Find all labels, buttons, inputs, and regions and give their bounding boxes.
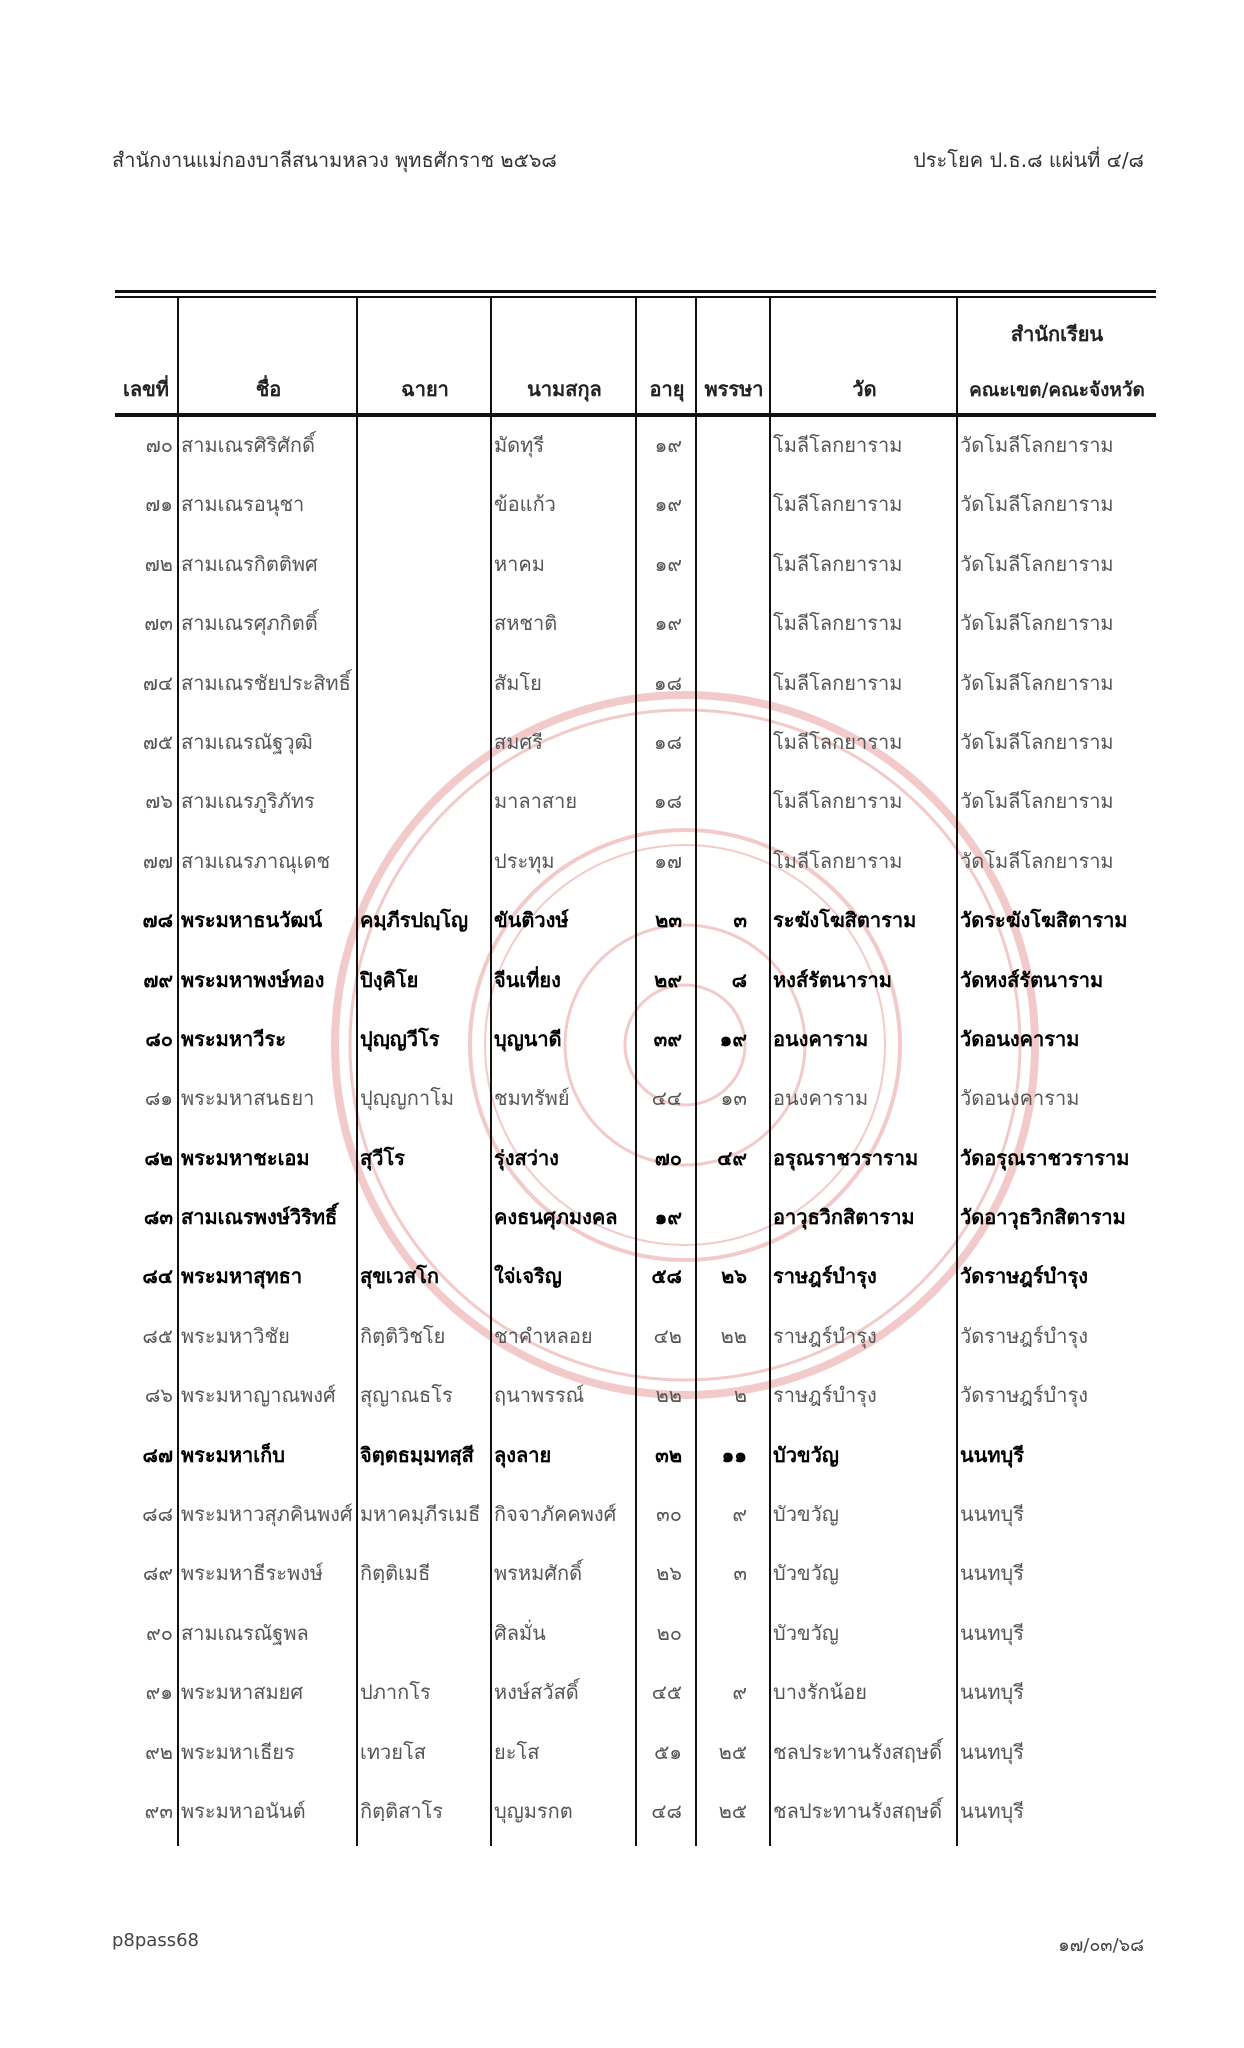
col-header-school-top: สำนักเรียน: [1010, 322, 1104, 346]
cell-number: ๗๔: [142, 670, 173, 695]
cell-pansa: ๑๑: [721, 1442, 747, 1467]
cell-chaya: ปุญฺญกาโม: [360, 1086, 455, 1111]
col-header-school: คณะเขต/คณะจังหวัด: [969, 379, 1145, 401]
cell-surname: ฤนาพรรณ์: [494, 1383, 585, 1408]
cell-surname: ข้อแก้ว: [494, 492, 556, 517]
cell-school: วัดโมลีโลกยาราม: [960, 789, 1114, 814]
cell-age: ๔๕: [651, 1680, 682, 1705]
cell-wat: หงส์รัตนาราม: [773, 967, 892, 992]
cell-age: ๑๙: [654, 611, 682, 636]
cell-surname: บุญนาดี: [494, 1026, 562, 1051]
cell-school: วัดโมลีโลกยาราม: [960, 433, 1114, 457]
cell-number: ๗๖: [145, 789, 173, 814]
results-table: [115, 290, 1156, 1842]
cell-name: พระมหาสนธยา: [181, 1086, 315, 1111]
cell-name: พระมหาสุทธา: [181, 1264, 303, 1289]
cell-chaya: กิตฺติเมธี: [360, 1561, 431, 1586]
cell-chaya: คมฺภีรปญฺโญ: [360, 908, 469, 933]
cell-age: ๑๙: [654, 433, 682, 457]
cell-school: นนทบุรี: [960, 1798, 1024, 1823]
cell-chaya: สุขเวสโก: [360, 1264, 440, 1289]
cell-school: วัดอนงคาราม: [960, 1026, 1080, 1051]
cell-chaya: ปิงฺคิโย: [360, 967, 419, 992]
cell-name: สามเณรอนุชา: [181, 492, 305, 517]
cell-name: พระมหาวิชัย: [181, 1323, 290, 1348]
cell-school: นนทบุรี: [960, 1561, 1024, 1586]
col-header-chaya: ฉายา: [401, 377, 449, 401]
cell-age: ๒๓: [655, 908, 682, 933]
cell-school: วัดอาวุธวิกสิตาราม: [960, 1205, 1126, 1230]
cell-age: ๑๘: [653, 789, 682, 814]
cell-pansa: ๒๕: [718, 1798, 747, 1823]
cell-number: ๘๕: [142, 1323, 173, 1348]
cell-age: ๔๔: [651, 1086, 682, 1111]
cell-name: พระมหาพงษ์ทอง: [181, 967, 325, 992]
cell-surname: คงธนศุภมงคล: [494, 1205, 618, 1230]
cell-name: พระมหาเก็บ: [181, 1442, 285, 1467]
cell-surname: มัดทุรี: [494, 433, 545, 457]
cell-number: ๗๘: [142, 908, 173, 933]
cell-surname: สมศรี: [494, 729, 543, 754]
cell-surname: สัมโย: [494, 670, 542, 695]
cell-age: ๕๘: [651, 1264, 682, 1289]
col-header-pansa: พรรษา: [704, 377, 764, 401]
cell-school: วัดหงส์รัตนาราม: [960, 967, 1104, 992]
cell-surname: กิจจาภัคคพงศ์: [494, 1502, 617, 1527]
cell-number: ๗๙: [143, 967, 173, 992]
cell-name: สามเณรณัฐวุฒิ: [181, 729, 313, 754]
column-divider: [356, 298, 358, 1846]
cell-age: ๒๙: [654, 967, 682, 992]
cell-school: นนทบุรี: [960, 1502, 1024, 1527]
cell-surname: ใจ่เจริญ: [494, 1264, 562, 1289]
cell-number: ๘๑: [144, 1086, 173, 1111]
cell-school: วัดโมลีโลกยาราม: [960, 611, 1114, 636]
cell-chaya: ปภากโร: [360, 1680, 431, 1705]
cell-wat: ชลประทานรังสฤษดิ์: [773, 1739, 943, 1764]
cell-age: ๑๘: [653, 729, 682, 754]
cell-school: นนทบุรี: [960, 1680, 1024, 1705]
cell-wat: บัวขวัญ: [773, 1442, 839, 1467]
header-office-year: สำนักงานแม่กองบาลีสนามหลวง พุทธศักราช ๒๕๖๘: [112, 148, 557, 172]
cell-surname: จีนเที่ยง: [494, 967, 561, 992]
cell-number: ๗๑: [145, 492, 173, 517]
cell-surname: รุ่งสว่าง: [494, 1145, 559, 1170]
cell-name: สามเณรณัฐพล: [181, 1620, 309, 1645]
cell-age: ๓๙: [653, 1026, 682, 1051]
cell-school: วัดราษฎร์บำรุง: [960, 1323, 1088, 1348]
cell-number: ๗๒: [144, 551, 173, 576]
cell-school: วัดอนงคาราม: [960, 1086, 1080, 1111]
cell-number: ๙๑: [145, 1680, 173, 1705]
cell-wat: โมลีโลกยาราม: [773, 729, 903, 754]
cell-pansa: ๙: [732, 1502, 747, 1527]
cell-name: พระมหาธีระพงษ์: [181, 1561, 324, 1586]
cell-pansa: ๘: [731, 967, 747, 992]
cell-number: ๘๔: [142, 1264, 173, 1289]
cell-pansa: ๓: [733, 908, 747, 933]
cell-age: ๔๘: [651, 1798, 682, 1823]
cell-wat: ระฆังโฆสิตาราม: [773, 908, 917, 933]
cell-wat: โมลีโลกยาราม: [773, 551, 903, 576]
cell-surname: ยะโส: [494, 1739, 540, 1764]
cell-number: ๙๐: [146, 1620, 173, 1645]
cell-number: ๘๖: [144, 1383, 173, 1408]
cell-wat: อนงคาราม: [773, 1026, 869, 1051]
column-divider: [769, 298, 771, 1846]
cell-number: ๘๐: [145, 1026, 173, 1051]
cell-name: พระมหาสมยศ: [181, 1680, 304, 1705]
cell-age: ๑๙: [654, 1205, 682, 1230]
cell-chaya: สุญาณธโร: [360, 1383, 453, 1408]
cell-pansa: ๒๖: [721, 1264, 747, 1289]
footer-code: p8pass68: [112, 1930, 199, 1951]
cell-wat: บัวขวัญ: [773, 1620, 839, 1645]
cell-number: ๗๓: [144, 611, 173, 636]
cell-wat: ราษฎร์บำรุง: [773, 1383, 877, 1408]
cell-wat: โมลีโลกยาราม: [773, 433, 903, 457]
cell-number: ๘๘: [142, 1502, 173, 1527]
cell-pansa: ๒๕: [718, 1739, 747, 1764]
cell-number: ๙๒: [145, 1739, 173, 1764]
cell-surname: ชมทรัพย์: [494, 1086, 570, 1111]
cell-chaya: สุวีโร: [360, 1145, 405, 1170]
cell-pansa: ๒๒: [720, 1323, 747, 1348]
cell-school: นนทบุรี: [960, 1620, 1024, 1645]
cell-number: ๘๗: [142, 1442, 173, 1467]
cell-name: สามเณรกิตติพศ: [181, 551, 318, 576]
cell-pansa: ๑๙: [719, 1026, 747, 1051]
cell-name: พระมหาวีระ: [181, 1026, 286, 1051]
cell-school: วัดราษฎร์บำรุง: [960, 1264, 1088, 1289]
cell-chaya: มหาคมฺภีรเมธี: [360, 1502, 481, 1527]
cell-number: ๘๙: [142, 1561, 173, 1586]
cell-name: พระมหาอนันต์: [181, 1798, 306, 1823]
column-divider: [635, 298, 637, 1846]
cell-surname: ชาคำหลอย: [494, 1323, 593, 1348]
cell-wat: บัวขวัญ: [773, 1561, 839, 1586]
cell-surname: หงษ์สวัสดิ์: [494, 1680, 579, 1705]
cell-chaya: ปุญฺญวีโร: [360, 1026, 440, 1051]
cell-surname: ประทุม: [494, 848, 555, 873]
cell-surname: ลุงลาย: [494, 1442, 552, 1467]
column-divider: [695, 298, 697, 1846]
cell-school: นนทบุรี: [960, 1739, 1024, 1764]
cell-number: ๗๕: [142, 729, 173, 754]
cell-age: ๒๐: [656, 1620, 682, 1645]
cell-surname: พรหมศักดิ์: [494, 1561, 583, 1586]
cell-wat: อรุณราชวราราม: [773, 1145, 919, 1170]
cell-name: พระมหาธนวัฒน์: [181, 908, 323, 933]
column-divider: [177, 298, 179, 1846]
cell-wat: ชลประทานรังสฤษดิ์: [773, 1798, 943, 1823]
cell-chaya: กิตฺติวิชโย: [360, 1323, 446, 1348]
cell-name: สามเณรศิริศักดิ์: [181, 433, 315, 457]
cell-age: ๔๒: [653, 1323, 682, 1348]
cell-age: ๒๖: [656, 1561, 682, 1586]
cell-surname: หาคม: [494, 551, 545, 576]
cell-age: ๑๘: [653, 670, 682, 695]
col-header-wat: วัด: [852, 377, 877, 401]
cell-name: พระมหาญาณพงศ์: [181, 1383, 336, 1408]
cell-number: ๙๓: [144, 1798, 173, 1823]
cell-school: วัดระฆังโฆสิตาราม: [960, 908, 1128, 933]
cell-surname: สหชาติ: [494, 611, 558, 636]
cell-number: ๗๗: [142, 848, 173, 873]
cell-pansa: ๒: [733, 1383, 747, 1408]
cell-pansa: ๔๙: [717, 1145, 747, 1170]
cell-age: ๑๗: [654, 848, 682, 873]
cell-wat: โมลีโลกยาราม: [773, 789, 903, 814]
cell-number: ๗๐: [145, 433, 173, 457]
col-header-age: อายุ: [649, 377, 685, 401]
cell-wat: ราษฎร์บำรุง: [773, 1323, 877, 1348]
cell-chaya: เทวยโส: [360, 1739, 426, 1764]
cell-name: สามเณรภูริภัทร: [181, 789, 315, 814]
column-divider: [490, 298, 492, 1846]
cell-name: พระมหาวสุภคินพงศ์: [181, 1502, 353, 1527]
cell-surname: ขันติวงษ์: [494, 908, 569, 933]
cell-age: ๓๒: [655, 1442, 682, 1467]
cell-wat: อนงคาราม: [773, 1086, 869, 1111]
cell-age: ๓๐: [656, 1502, 682, 1527]
cell-school: วัดโมลีโลกยาราม: [960, 670, 1114, 695]
cell-wat: บัวขวัญ: [773, 1502, 839, 1527]
cell-age: ๒๒: [655, 1383, 682, 1408]
column-divider: [956, 298, 958, 1846]
cell-surname: ศิลมั่น: [494, 1620, 546, 1645]
col-header-number: เลขที่: [123, 377, 169, 401]
cell-wat: บางรักน้อย: [773, 1680, 867, 1705]
cell-wat: อาวุธวิกสิตาราม: [773, 1205, 915, 1230]
cell-number: ๘๓: [143, 1205, 173, 1230]
cell-wat: ราษฎร์บำรุง: [773, 1264, 877, 1289]
col-header-name: ชื่อ: [255, 377, 282, 401]
cell-wat: โมลีโลกยาราม: [773, 670, 903, 695]
col-header-surname: นามสกุล: [527, 377, 602, 401]
cell-school: นนทบุรี: [960, 1442, 1024, 1467]
cell-pansa: ๓: [733, 1561, 747, 1586]
cell-wat: โมลีโลกยาราม: [773, 848, 903, 873]
cell-name: พระมหาชะเอม: [181, 1145, 310, 1170]
cell-name: สามเณรพงษ์วิริทธิ์: [181, 1205, 338, 1230]
cell-school: วัดโมลีโลกยาราม: [960, 551, 1114, 576]
header-level-page: ประโยค ป.ธ.๘ แผ่นที่ ๔/๘: [913, 148, 1144, 172]
cell-number: ๘๒: [144, 1145, 173, 1170]
cell-age: ๗๐: [654, 1145, 682, 1170]
footer-date: ๑๗/๐๓/๖๘: [1058, 1935, 1144, 1956]
cell-age: ๕๑: [654, 1739, 682, 1764]
cell-school: วัดโมลีโลกยาราม: [960, 492, 1114, 517]
cell-wat: โมลีโลกยาราม: [773, 492, 903, 517]
cell-school: วัดราษฎร์บำรุง: [960, 1383, 1088, 1408]
cell-school: วัดอรุณราชวราราม: [960, 1145, 1130, 1170]
cell-name: พระมหาเธียร: [181, 1739, 295, 1764]
cell-wat: โมลีโลกยาราม: [773, 611, 903, 636]
cell-name: สามเณรชัยประสิทธิ์: [181, 670, 351, 695]
cell-chaya: จิตฺตธมฺมทสฺสี: [360, 1442, 474, 1467]
cell-name: สามเณรภาณุเดช: [181, 848, 331, 873]
cell-school: วัดโมลีโลกยาราม: [960, 848, 1114, 873]
cell-chaya: กิตฺติสาโร: [360, 1798, 444, 1823]
cell-age: ๑๙: [654, 492, 682, 517]
cell-pansa: ๑๓: [720, 1086, 747, 1111]
cell-school: วัดโมลีโลกยาราม: [960, 729, 1114, 754]
cell-pansa: ๙: [732, 1680, 747, 1705]
cell-age: ๑๙: [654, 551, 682, 576]
cell-name: สามเณรศุภกิตติ์: [181, 611, 318, 636]
cell-surname: บุญมรกต: [494, 1798, 573, 1823]
cell-surname: มาลาสาย: [494, 789, 578, 814]
